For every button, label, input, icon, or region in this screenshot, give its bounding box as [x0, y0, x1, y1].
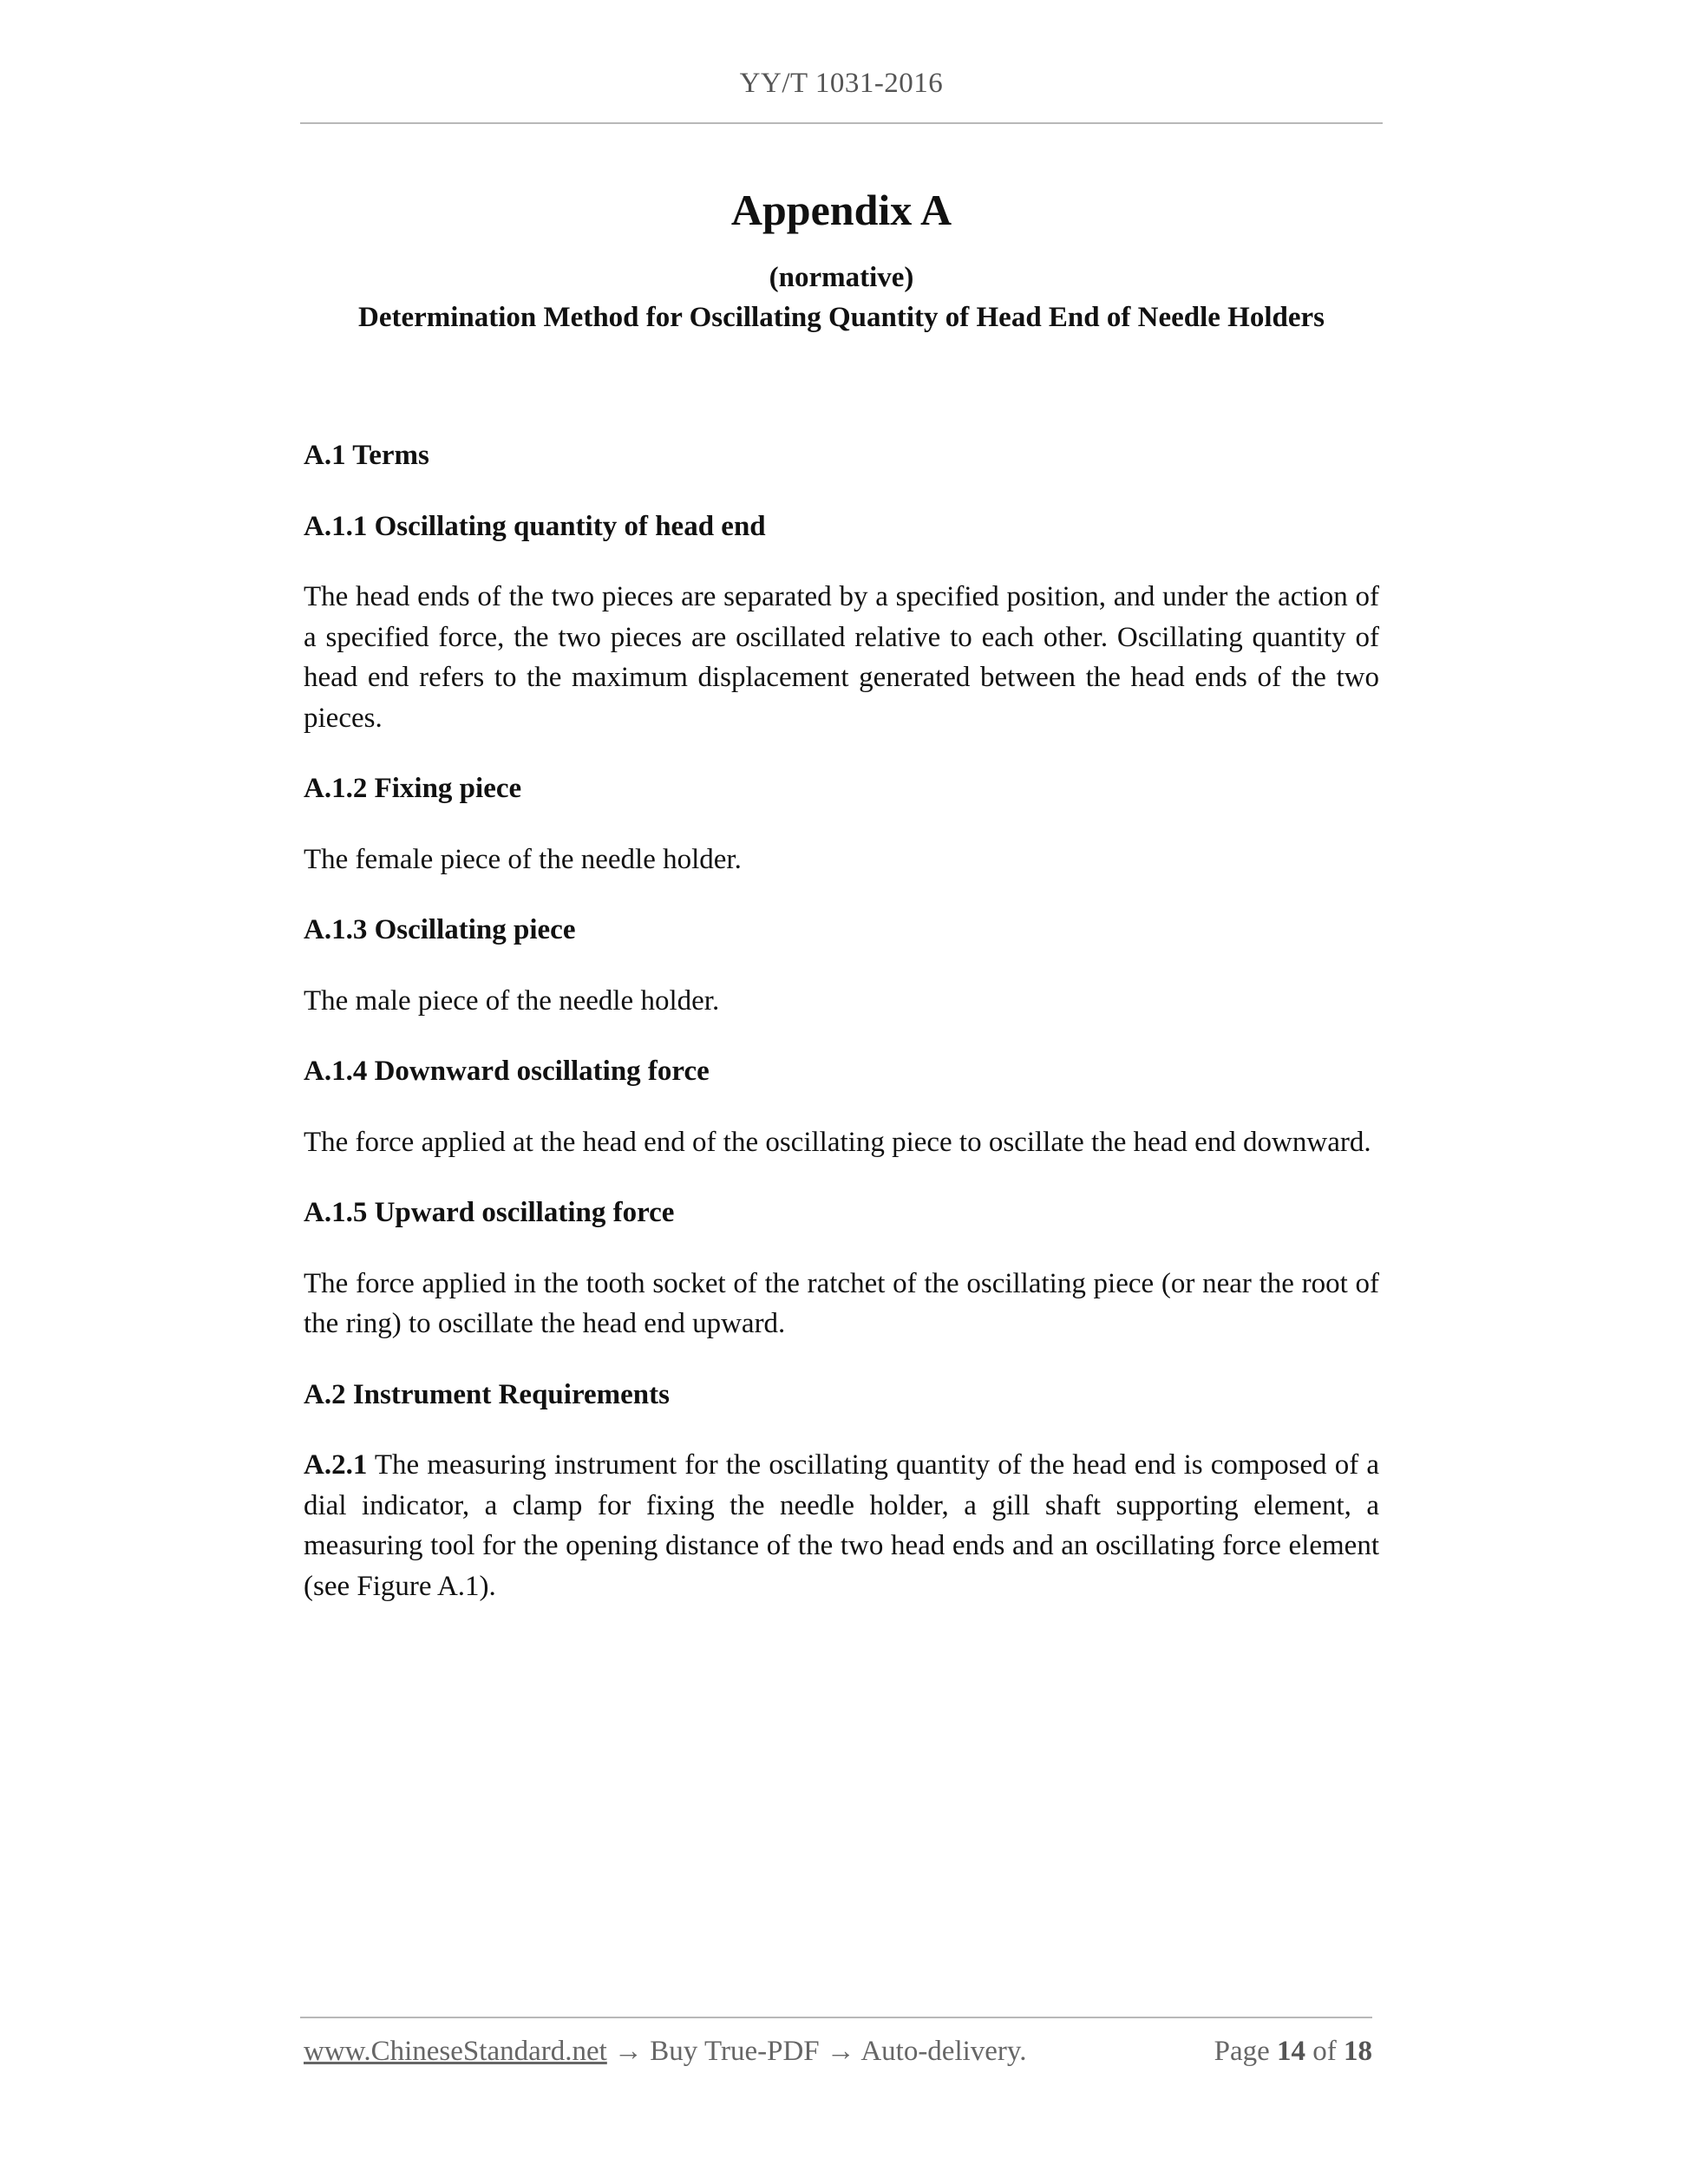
arrow-right-icon: →: [826, 2036, 855, 2067]
section-text-a1-2: The female piece of the needle holder.: [304, 843, 742, 875]
page-label: Page: [1214, 2036, 1270, 2067]
total-pages-number: 18: [1344, 2036, 1372, 2067]
section-text-a1-1: The head ends of the two pieces are separated by a specified position, and under the action of a specified force, the two pieces are oscillated relative to each other. Oscillating quantity of head end refers to the maximum displacement generated between the head ends of the two pieces.: [304, 581, 1379, 734]
page-of-label: of: [1312, 2036, 1337, 2067]
document-code-header: YY/T 1031-2016: [739, 68, 944, 99]
section-text-a1-3: The male piece of the needle holder.: [304, 984, 720, 1017]
section-heading-a1-5: A.1.5 Upward oscillating force: [304, 1197, 675, 1228]
section-heading-a1: A.1 Terms: [304, 440, 429, 471]
section-heading-a2: A.2 Instrument Requirements: [304, 1378, 670, 1410]
appendix-title: Appendix A: [730, 186, 952, 234]
section-heading-a1-1: A.1.1 Oscillating quantity of head end: [304, 510, 766, 542]
section-heading-a1-2: A.1.2 Fixing piece: [304, 773, 522, 804]
section-text-a1-4: The force applied at the head end of the oscillating piece to oscillate the head end downward.: [304, 1126, 1371, 1158]
arrow-right-icon: →: [614, 2036, 644, 2067]
footer-promo: [304, 2036, 1027, 2068]
page-number: [1214, 2036, 1372, 2068]
footer-divider: [300, 2017, 1372, 2018]
appendix-subtitle: Determination Method for Oscillating Quantity of Head End of Needle Holders: [358, 302, 1325, 333]
section-text-a1-5: The force applied in the tooth socket of the ratchet of the oscillating piece (or near the root of the ring) to oscillate the head end upward.: [304, 1267, 1379, 1339]
document-body: [304, 435, 1379, 1637]
website-link[interactable]: www.ChineseStandard.net: [304, 2036, 607, 2067]
appendix-title-block: [300, 184, 1383, 335]
clause-number-a2-1: A.2.1: [304, 1449, 368, 1481]
auto-delivery-text: Auto-delivery.: [860, 2036, 1027, 2067]
buy-true-pdf-text: Buy True-PDF: [650, 2036, 820, 2067]
section-text-a2-1: The measuring instrument for the oscillating quantity of the head end is composed of a dial indicator, a clamp for fixing the needle holder, a gill shaft supporting element, a measuring tool for the opening distance of the two head ends and an oscillating force element (see Figure A.1).: [304, 1449, 1379, 1602]
current-page-number: 14: [1277, 2036, 1305, 2067]
section-heading-a1-4: A.1.4 Downward oscillating force: [304, 1056, 710, 1087]
appendix-type: (normative): [769, 262, 914, 293]
header-divider: [300, 122, 1383, 124]
page-footer: [304, 2036, 1372, 2076]
section-heading-a1-3: A.1.3 Oscillating piece: [304, 914, 576, 945]
section-paragraph-a2-1: [304, 1445, 1379, 1606]
